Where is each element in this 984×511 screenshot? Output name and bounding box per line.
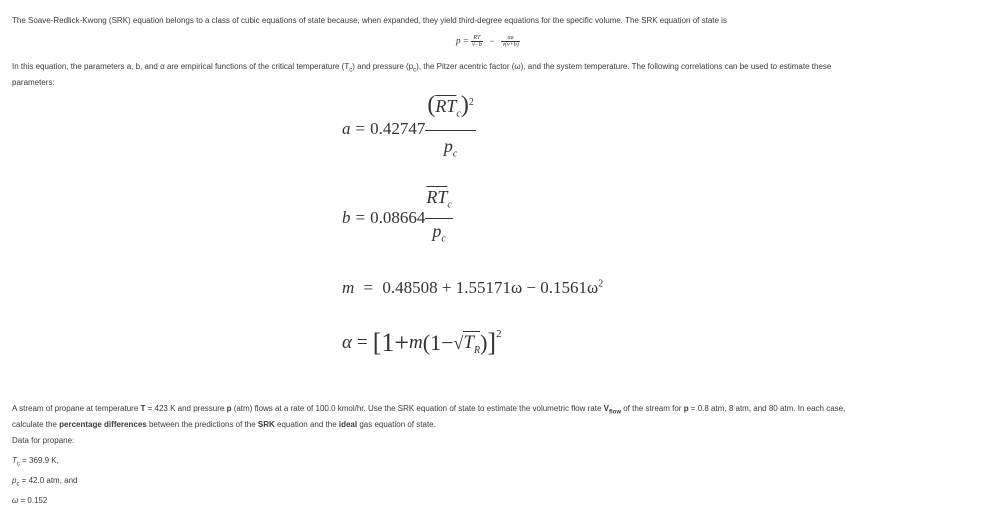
- srk-equation: p = $\frac{RT}{v-b}$ − $\frac{\alpha a}{v(v+b)}$: [456, 35, 519, 48]
- equation-alpha: α = [1+ m (1− √ $T_R$ ) ] $^2$: [342, 328, 502, 357]
- data-header: Data for propane:: [12, 436, 75, 445]
- data-tc: $T_c = 369.9$ K,: [12, 456, 59, 468]
- equation-m: $m = 0.48508 + 1.55171\omega - 0.1561\omega^2$: [342, 278, 604, 297]
- data-pc: $p_c = 42.0$ atm, and: [12, 476, 78, 488]
- intro-text: The Soave-Redlick-Kwong (SRK) equation belongs to a class of cubic equations of state because, when expanded, they yield third-degree equations for the specific volume. The SRK equation of state is: [12, 16, 727, 25]
- equation-b: b = 0.08664 $\frac{\overline{RT}_c}{p_c}$: [342, 186, 452, 245]
- equation-a: a = 0.42747 $\frac{(\overline{RT}_c)^2}{p_c}$: [342, 92, 476, 166]
- problem-statement: A stream of propane at temperature T = 423 K and pressure p (atm) flows at a rate of 100.0 kmol/hr. Use the SRK equation of state to estimate the volumetric flow rate $V_{flow}$ of the stream for p = 0.8 atm, 8 atm, and 80 atm. In each case, calculate the percentage differences between the predictions of the SRK equation and the ideal gas equation of state.: [12, 404, 846, 429]
- data-omega: ω = 0.152: [12, 496, 48, 505]
- params-paragraph: In this equation, the parameters a, b, and α are empirical functions of the critical temperature $(T_c)$ and pressure $(p_c)$, the Pitzer acentric factor (ω), and the system temperature. The following correlations can be used to estimate these parameters:: [12, 62, 832, 87]
